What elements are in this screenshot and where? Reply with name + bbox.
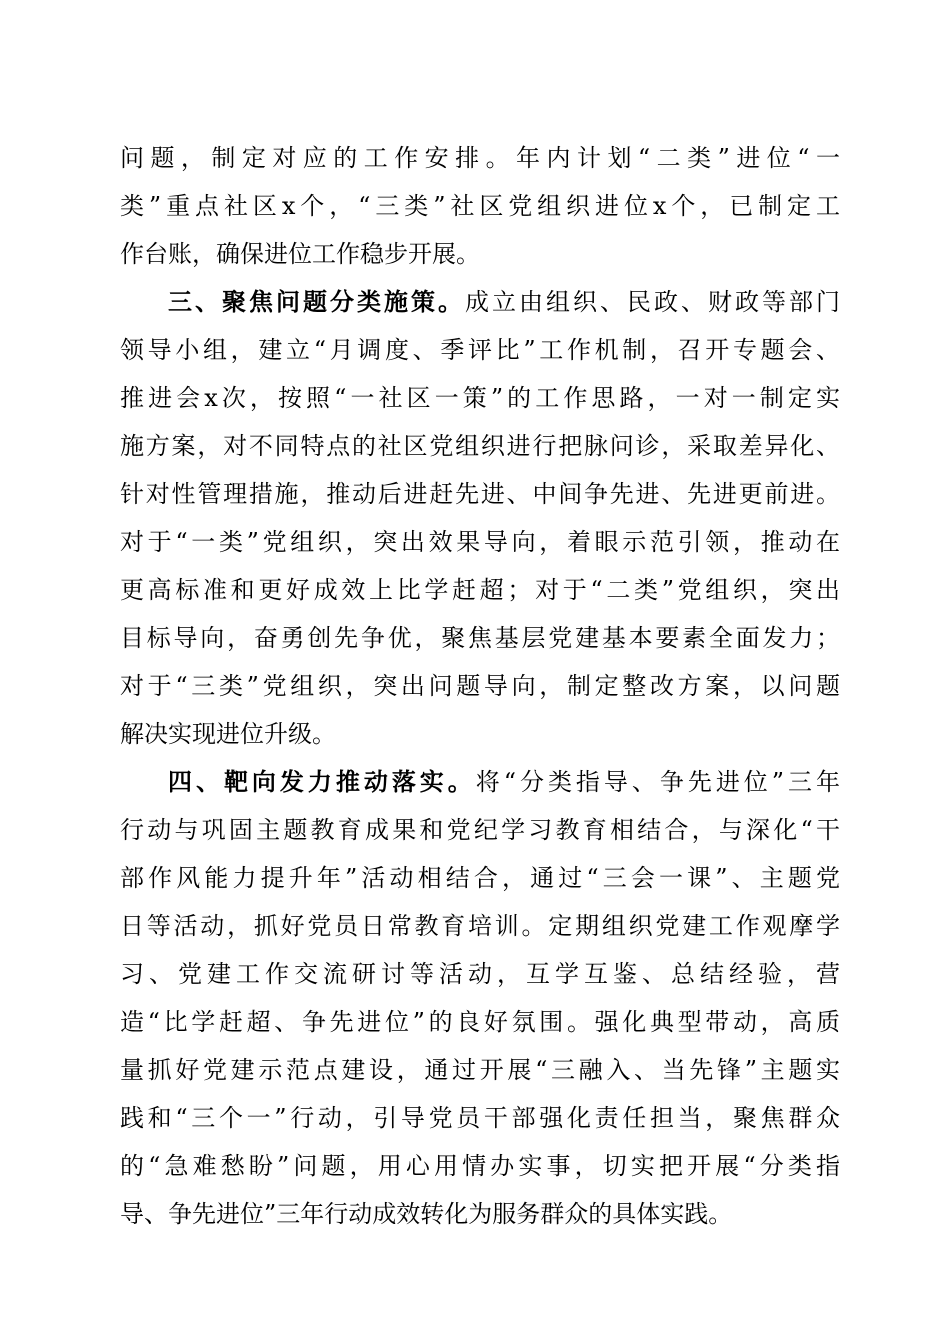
para2-line-3: 推进会x次，按照“一社区一策”的工作思路，一对一制定实 — [120, 384, 840, 412]
para3-line-5: 习、党建工作交流研讨等活动，互学互鉴、总结经验，营 — [120, 960, 840, 988]
para2-line-8: 目标导向，奋勇创先争优，聚焦基层党建基本要素全面发力； — [120, 624, 840, 652]
para1-line-2: 类”重点社区x个，“三类”社区党组织进位x个，已制定工 — [120, 192, 840, 220]
para2-line-5: 针对性管理措施，推动后进赶先进、中间争先进、先进更前进。 — [120, 480, 840, 508]
para2-line-7: 更高标准和更好成效上比学赶超；对于“二类”党组织，突出 — [120, 576, 840, 604]
para2-first-line — [168, 282, 840, 322]
para3-line-4: 日等活动，抓好党员日常教育培训。定期组织党建工作观摩学 — [120, 912, 840, 940]
para3-line-2: 行动与巩固主题教育成果和党纪学习教育相结合，与深化“干 — [120, 816, 840, 844]
para3-line-8: 践和“三个一”行动，引导党员干部强化责任担当，聚焦群众 — [120, 1104, 840, 1132]
para3-line-9: 的“急难愁盼”问题，用心用情办实事，切实把开展“分类指 — [120, 1152, 840, 1180]
para1-line-1: 问题，制定对应的工作安排。年内计划“二类”进位“一 — [120, 144, 840, 172]
para3-line-7: 量抓好党建示范点建设，通过开展“三融入、当先锋”主题实 — [120, 1056, 840, 1084]
para2-line-9: 对于“三类”党组织，突出问题导向，制定整改方案，以问题 — [120, 672, 840, 700]
para3-line-3: 部作风能力提升年”活动相结合，通过“三会一课”、主题党 — [120, 864, 840, 892]
para1-line-3: 作台账，确保进位工作稳步开展。 — [120, 240, 480, 268]
para2-line-2: 领导小组，建立“月调度、季评比”工作机制，召开专题会、 — [120, 336, 840, 364]
para3-line-10: 导、争先进位”三年行动成效转化为服务群众的具体实践。 — [120, 1200, 733, 1228]
para3-first-line — [168, 762, 840, 802]
section-heading-3: 三、聚焦问题分类施策。 — [168, 287, 465, 316]
para2-line-10: 解决实现进位升级。 — [120, 720, 336, 748]
para3-line-6: 造“比学赶超、争先进位”的良好氛围。强化典型带动，高质 — [120, 1008, 840, 1036]
para3-first-line-text: 将“分类指导、争先进位”三年 — [475, 768, 840, 796]
section-heading-4: 四、靶向发力推动落实。 — [168, 767, 476, 796]
para2-line-6: 对于“一类”党组织，突出效果导向，着眼示范引领，推动在 — [120, 528, 840, 556]
para2-first-line-text: 成立由组织、民政、财政等部门 — [465, 288, 840, 316]
para2-line-4: 施方案，对不同特点的社区党组织进行把脉问诊，采取差异化、 — [120, 432, 840, 460]
